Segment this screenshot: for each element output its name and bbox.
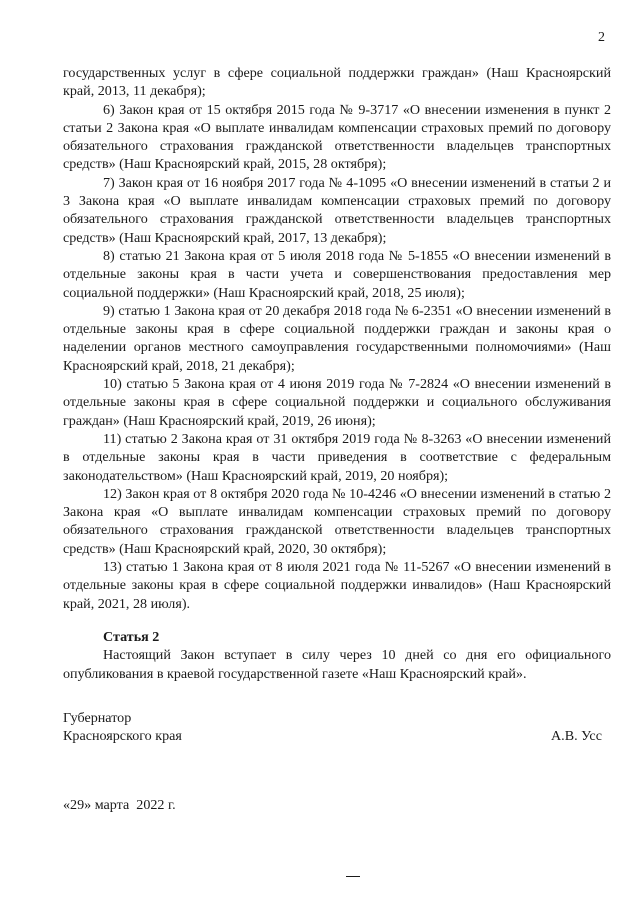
list-item: 13) статью 1 Закона края от 8 июля 2021 года № 11-5267 «О внесении изменений в отдельные законы края в сфере социальной поддержки инвалидов» (Наш Красноярский край, 2021, 28 июля). [63, 559, 611, 612]
list-item: 7) Закон края от 16 ноября 2017 года № 4-1095 «О внесении изменений в статьи 2 и 3 Закона края «О выплате инвалидам компенсации страховых премий по договору обязательного страхования гражданской ответственности владельцев транспортных средств» (Наш Красноярский край, 2017, 13 декабря); [63, 174, 611, 246]
list-item: 11) статью 2 Закона края от 31 октября 2019 года № 8-3263 «О внесении изменений в отдельные законы края в части приведения в соответствие с федеральным законодательством» (Наш Красноярский край, 2019, 20 ноября); [63, 430, 611, 484]
list-item: 9) статью 1 Закона края от 20 декабря 2018 года № 6-2351 «О внесении изменений в отдельные законы края в сфере социальной поддержки граждан и законы края о наделении органов местного самоуправления государственными полномочиями» (Наш Красноярский край, 2018, 21 декабря); [63, 302, 611, 374]
position-line-2: Красноярского края [63, 728, 182, 745]
article-text: Настоящий Закон вступает в силу через 10 дней со дня его официального опубликования в краевой государственной газете «Наш Красноярский край». [63, 647, 611, 682]
page-number: 2 [598, 30, 605, 45]
article-2 [63, 628, 611, 683]
list-item: 6) Закон края от 15 октября 2015 года № 9-3717 «О внесении изменения в пункт 2 статьи 2 Закона края «О выплате инвалидам компенсации страховых премий по договору обязательного страхования гражданской ответственности владельцев транспортных средств» (Наш Красноярский край, 2015, 28 октября); [63, 101, 611, 173]
signatory-name: А.В. Усс [551, 728, 602, 744]
position-line-1: Губернатор [63, 710, 132, 726]
footer-divider [346, 876, 360, 877]
list-item: 8) статью 21 Закона края от 5 июля 2018 года № 5-1855 «О внесении изменений в отдельные законы края в части учета и совершенствования предоставления мер социальной поддержки» (Наш Красноярский край, 2018, 25 июля); [63, 247, 611, 301]
signatory-position [63, 709, 182, 746]
document-date: «29» марта 2022 г. [63, 797, 176, 813]
article-title: Статья 2 [103, 629, 160, 645]
law-list [63, 64, 611, 613]
list-item: 10) статью 5 Закона края от 4 июня 2019 года № 7-2824 «О внесении изменений в отдельные законы края в сфере социальной поддержки и социального обслуживания граждан» (Наш Красноярский край, 2019, 26 июня); [63, 376, 611, 429]
list-item: 12) Закон края от 8 октября 2020 года № 10-4246 «О внесении изменений в статью 2 Закона края «О выплате инвалидам компенсации страховых премий по договору обязательного страхования гражданской ответственности владельцев транспортных средств» (Наш Красноярский край, 2020, 30 октября); [63, 485, 611, 557]
list-item-continuation: государственных услуг в сфере социальной поддержки граждан» (Наш Красноярский край, 2013, 11 декабря); [63, 65, 611, 100]
